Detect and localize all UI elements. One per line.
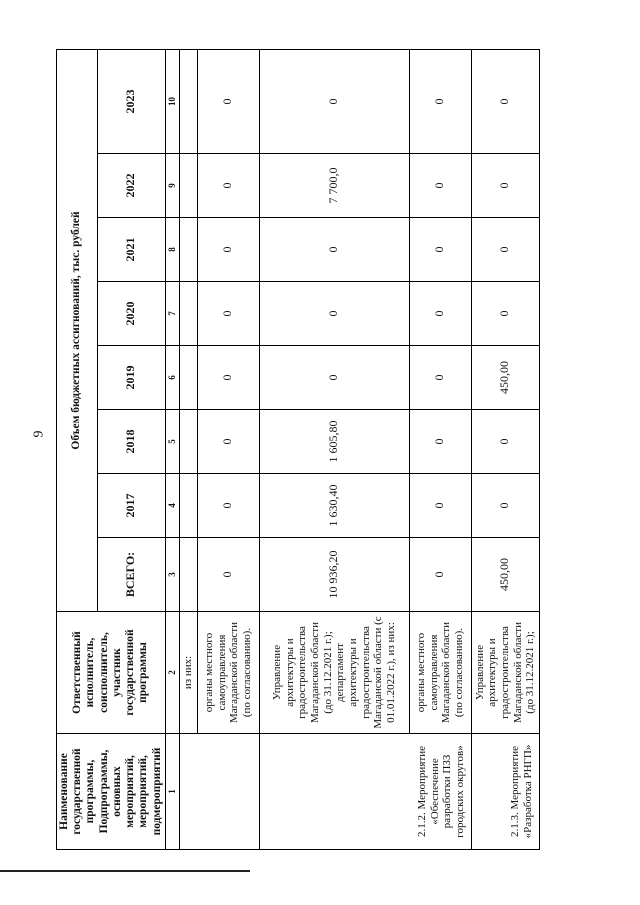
col-number: 9 [165,154,179,218]
table-cell-name: 2.1.2. Мероприятие «Обеспечение разработки ПЗЗ городских округов» [259,734,471,850]
table-cell-resp: из них: [179,612,197,734]
table-cell-value: 0 [259,50,409,154]
header-year: 2022 [98,154,166,218]
table-cell-value: 1 630,40 [259,474,409,538]
table-cell-value: 0 [259,346,409,410]
table-cell-value: 450,00 [471,346,539,410]
table-cell-value: 0 [259,282,409,346]
table-cell-value: 0 [471,410,539,474]
table-cell-value: 0 [409,154,471,218]
col-number: 3 [165,538,179,612]
table-cell-value: 7 700,0 [259,154,409,218]
col-number: 4 [165,474,179,538]
rotated-table-wrapper [56,50,536,850]
table-cell-name: 2.1.3. Мероприятие «Разработка РНГП» [471,734,539,850]
table-cell-value: 0 [471,218,539,282]
table-cell-resp: Управление архитектуры и градостроительства Магаданской области (до 31.12.2021 г.); департамент архитектуры и градостроительства Магаданской области (с 01.01.2022 г.), из них: [259,612,409,734]
bottom-rule [0,870,250,872]
header-total: ВСЕГО: [98,538,166,612]
table-cell-value: 0 [197,474,259,538]
table-cell-value: 0 [197,538,259,612]
table-cell-resp: органы местного самоуправления Магаданской области (по согласованию). [197,612,259,734]
table-cell-value: 0 [197,282,259,346]
table-cell-value: 0 [471,50,539,154]
table-cell-value: 10 936,20 [259,538,409,612]
col-number: 8 [165,218,179,282]
header-name-col: Наименование государственной программы, Подпрограммы, основных мероприятий, мероприятий, подмероприятий [57,734,166,850]
header-year: 2019 [98,346,166,410]
table-cell-value: 0 [471,474,539,538]
table-cell-resp: органы местного самоуправления Магаданской области (по согласованию). [409,612,471,734]
col-number: 1 [165,734,179,850]
table-cell-name [179,734,259,850]
table-cell-value: 0 [259,218,409,282]
col-number: 6 [165,346,179,410]
col-number: 2 [165,612,179,734]
table-cell-value: 1 605,80 [259,410,409,474]
table-cell-value: 0 [409,50,471,154]
table-cell-value: 0 [197,410,259,474]
header-year: 2018 [98,410,166,474]
table-cell-resp: Управление архитектуры и градостроительства Магаданской области (до 31.12.2021 г.); [471,612,539,734]
table-cell-value: 0 [409,538,471,612]
table-cell-value: 0 [409,218,471,282]
table-cell-value: 450,00 [471,538,539,612]
header-year: 2017 [98,474,166,538]
header-year: 2023 [98,50,166,154]
table-cell-value: 0 [471,282,539,346]
table-cell-value: 0 [197,154,259,218]
table-cell-value: 0 [409,474,471,538]
table-cell-value: 0 [409,282,471,346]
table-cell-value: 0 [197,50,259,154]
header-budget-group: Объем бюджетных ассигнований, тыс. рублей [57,50,98,612]
table-cell-value: 0 [471,154,539,218]
budget-table [56,49,540,850]
table-cell-value: 0 [409,346,471,410]
col-number: 7 [165,282,179,346]
table-cell-value: 0 [409,410,471,474]
table-cell-value: 0 [197,346,259,410]
page-number: 9 [31,430,47,438]
table-cell-value: 0 [197,218,259,282]
header-resp-col: Ответственный исполнитель, соисполнитель, участник государственной программы [57,612,166,734]
col-number: 10 [165,50,179,154]
header-year: 2021 [98,218,166,282]
header-year: 2020 [98,282,166,346]
col-number: 5 [165,410,179,474]
